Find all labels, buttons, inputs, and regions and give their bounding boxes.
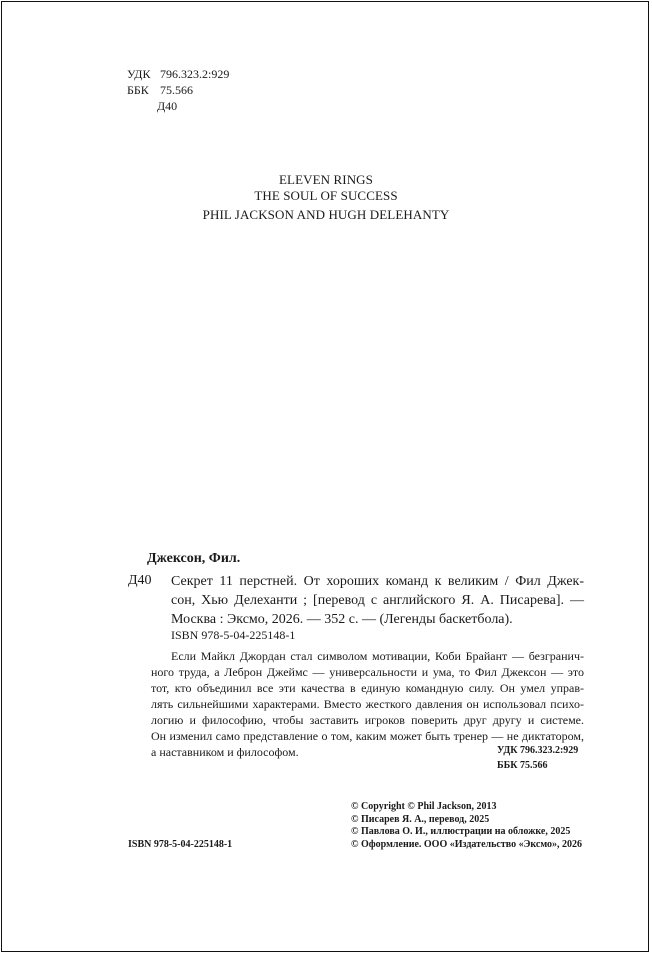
footer-isbn: ISBN 978-5-04-225148-1 xyxy=(128,839,233,850)
abstract-line: Если Майкл Джордан стал символом мотивации, Коби Брайант — безгранич- xyxy=(171,649,584,663)
description-line: сон, Хью Делеханти ; [перевод с английского Я. А. Писарева]. — xyxy=(171,593,584,608)
copyright-block xyxy=(351,801,582,851)
udk-value: 796.323.2:929 xyxy=(160,67,230,81)
author-heading: Джексон, Фил. xyxy=(147,551,241,566)
original-title-line1: ELEVEN RINGS xyxy=(279,172,373,187)
abstract xyxy=(151,648,584,760)
udk-label: УДК xyxy=(127,67,151,81)
entry-bbk: ББК 75.566 xyxy=(497,760,548,771)
description-line: Москва : Эксмо, 2026. — 352 с. — (Легенды баскетбола). xyxy=(171,612,513,627)
abstract-line: Он изменил само представление о том, каким может быть тренер — не диктатором, xyxy=(151,729,584,743)
abstract-line: лять сильнейшими характерами. Вместо жесткого давления он использовал психо- xyxy=(151,697,584,711)
udk-line xyxy=(127,66,229,82)
abstract-line: тот, кто объединил все эти качества в единую командную силу. Он умел управ- xyxy=(151,681,584,695)
abstract-line: логию и философию, чтобы заставить игроков поверить друг другу и системе. xyxy=(151,713,584,727)
copyright-line: © Оформление. ООО «Издательство «Эксмо», 2026 xyxy=(351,838,582,850)
copyright-line: © Писарев Я. А., перевод, 2025 xyxy=(351,813,490,825)
copyright-line: © Copyright © Phil Jackson, 2013 xyxy=(351,801,497,812)
bibliographic-description xyxy=(171,572,584,629)
original-title-line2: THE SOUL OF SUCCESS xyxy=(254,188,398,203)
abstract-line: а наставником и философом. xyxy=(151,745,299,759)
bbk-label: ББК xyxy=(127,83,149,97)
bbk-line xyxy=(127,82,193,98)
author-sign: Д40 xyxy=(157,99,178,113)
entry-udk: УДК 796.323.2:929 xyxy=(497,745,579,756)
description-line: Секрет 11 перстней. От хороших команд к великим / Фил Джек- xyxy=(171,574,584,589)
entry-isbn: ISBN 978-5-04-225148-1 xyxy=(171,628,296,642)
original-authors: PHIL JACKSON AND HUGH DELEHANTY xyxy=(202,207,450,222)
bbk-value: 75.566 xyxy=(160,83,193,97)
abstract-line: ного труда, а Леброн Джеймс — универсальности и ума, то Фил Джексон — это xyxy=(151,665,584,679)
entry-code: Д40 xyxy=(128,573,152,588)
copyright-line: © Павлова О. И., иллюстрации на обложке, 2025 xyxy=(351,826,571,838)
